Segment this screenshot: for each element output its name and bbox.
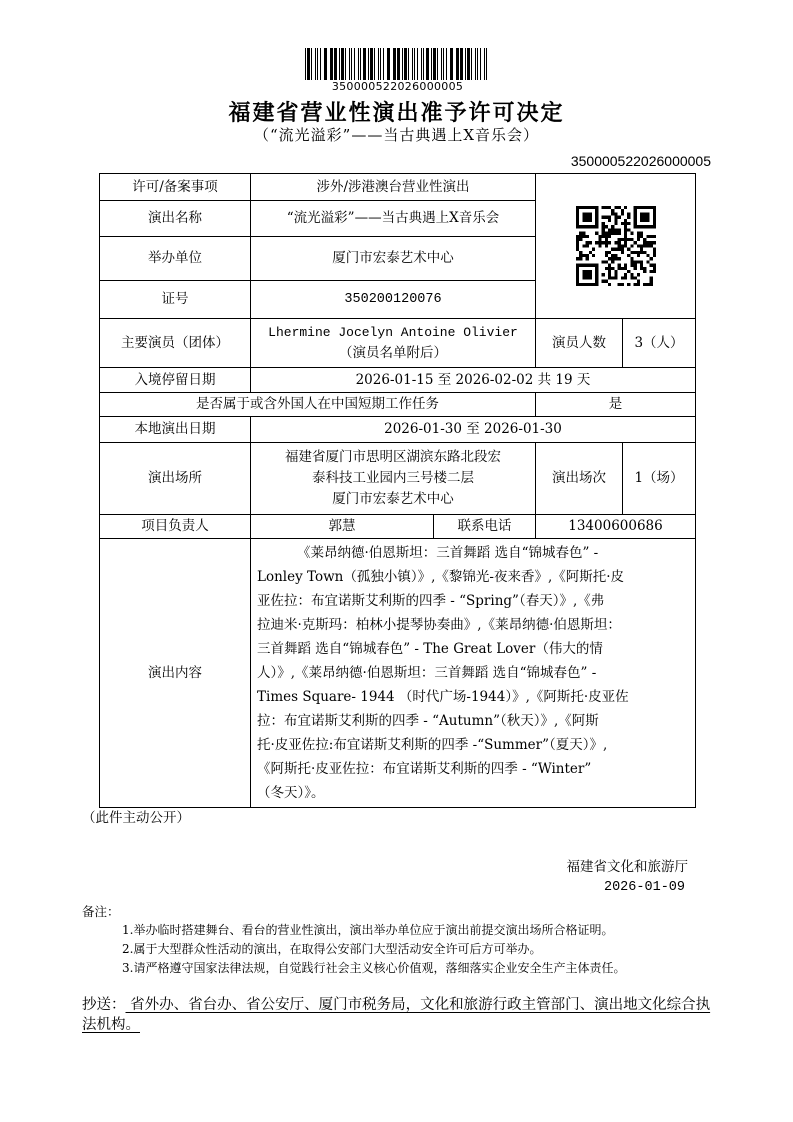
- organizer-label: 举办单位: [100, 237, 251, 281]
- phone-value: 13400600686: [536, 515, 696, 539]
- sessions-label: 演出场次: [536, 443, 623, 515]
- license-no-label: 证号: [100, 281, 251, 319]
- document-title: 福建省营业性演出准予许可决定: [228, 101, 565, 126]
- performer-count-value: 3（人）: [623, 319, 696, 368]
- local-dates-label: 本地演出日期: [100, 417, 251, 443]
- document-number: 350000522026000005: [570, 153, 711, 169]
- content-line: Times Square- 1944 （时代广场-1944）》,《阿斯托·皮亚佐: [257, 689, 629, 705]
- performer-name: Lhermine Jocelyn Antoine Olivier: [268, 325, 518, 340]
- cc-recipients: [82, 995, 712, 1035]
- stay-period-value: 2026-01-15 至 2026-02-02 共 19 天: [251, 368, 696, 393]
- table-row: [100, 417, 696, 443]
- performer-label: 主要演员（团体）: [100, 319, 251, 368]
- table-row: [100, 443, 696, 515]
- content-line: （冬天）》。: [257, 785, 325, 801]
- content-line: 拉迪米·克斯玛：柏林小提琴协奏曲》,《莱昂纳德·伯恩斯坦：: [257, 617, 621, 633]
- license-no-value: 350200120076: [251, 281, 536, 319]
- issuer: 福建省文化和旅游厅: [566, 859, 688, 875]
- content-label: 演出内容: [100, 539, 251, 808]
- permit-table: [99, 173, 696, 808]
- performer-value: [251, 319, 536, 368]
- manager-value: 郭慧: [251, 515, 434, 539]
- show-name-label: 演出名称: [100, 201, 251, 237]
- qr-code-cell: [536, 174, 696, 319]
- stay-period-label: 入境停留日期: [100, 368, 251, 393]
- note-item: 1.举办临时搭建舞台、看台的营业性演出，演出举办单位应于演出前提交演出场所合格证明。: [122, 923, 614, 937]
- content-line: 托·皮亚佐拉:布宜诺斯艾利斯的四季 -“Summer”（夏天）》,: [257, 737, 608, 753]
- sessions-value: 1（场）: [623, 443, 696, 515]
- venue-value: [251, 443, 536, 515]
- document-subtitle: （“流光溢彩”——当古典遇上X音乐会）: [253, 126, 540, 144]
- qr-code-icon: [576, 206, 656, 286]
- content-line: 《莱昂纳德·伯恩斯坦：三首舞蹈 选自“锦城春色” -: [297, 545, 599, 561]
- show-name-value: “流光溢彩”——当古典遇上X音乐会: [251, 201, 536, 237]
- phone-label: 联系电话: [434, 515, 536, 539]
- local-dates-value: 2026-01-30 至 2026-01-30: [251, 417, 696, 443]
- table-row: [100, 368, 696, 393]
- permit-item-label: 许可/备案事项: [100, 174, 251, 201]
- venue-label: 演出场所: [100, 443, 251, 515]
- venue-address-line: 福建省厦门市思明区湖滨东路北段宏: [285, 449, 501, 465]
- table-row: [100, 515, 696, 539]
- note-item: 2.属于大型群众性活动的演出，在取得公安部门大型活动安全许可后方可举办。: [122, 942, 542, 956]
- performer-count-label: 演员人数: [536, 319, 623, 368]
- short-term-work-label: 是否属于或含外国人在中国短期工作任务: [100, 393, 536, 417]
- table-row: [100, 393, 696, 417]
- content-line: 拉：布宜诺斯艾利斯的四季 - “Autumn”（秋天）》,《阿斯: [257, 713, 599, 729]
- content-line: 人）》,《莱昂纳德·伯恩斯坦：三首舞蹈 选自“锦城春色” -: [257, 665, 597, 681]
- barcode-number: 350000522026000005: [331, 80, 464, 93]
- table-row: [100, 319, 696, 368]
- barcode-icon: [305, 48, 490, 80]
- venue-name: 厦门市宏泰艺术中心: [332, 491, 454, 507]
- venue-address-line: 泰科技工业园内三号楼二层: [312, 470, 474, 486]
- short-term-work-value: 是: [536, 393, 696, 417]
- table-row: [100, 174, 696, 201]
- note-item: 3.请严格遵守国家法律法规，自觉践行社会主义核心价值观，落细落实企业安全生产主体责任。: [122, 961, 626, 975]
- manager-label: 项目负责人: [100, 515, 251, 539]
- content-line: 三首舞蹈 选自“锦城春色” - The Great Lover（伟大的情: [257, 641, 603, 657]
- table-row: [100, 539, 696, 808]
- permit-item-value: 涉外/涉港澳台营业性演出: [251, 174, 536, 201]
- cc-value: 省外办、省台办、省公安厅、厦门市税务局，文化和旅游行政主管部门、演出地文化综合执法机构。: [82, 997, 711, 1033]
- public-disclosure-note: （此件主动公开）: [82, 810, 190, 826]
- performer-list-note: （演员名单附后）: [339, 345, 447, 361]
- content-line: 《阿斯托·皮亚佐拉：布宜诺斯艾利斯的四季 - “Winter”: [257, 761, 592, 777]
- content-line: 亚佐拉：布宜诺斯艾利斯的四季 - “Spring”（春天）》,《弗: [257, 593, 605, 609]
- issue-date: 2026-01-09: [603, 880, 685, 895]
- content-value: [251, 539, 696, 808]
- notes-label: 备注：: [82, 904, 120, 919]
- cc-label: 抄送：: [82, 997, 126, 1013]
- organizer-value: 厦门市宏泰艺术中心: [251, 237, 536, 281]
- content-line: Lonley Town（孤独小镇）》,《黎锦光-夜来香》,《阿斯托·皮: [257, 569, 625, 585]
